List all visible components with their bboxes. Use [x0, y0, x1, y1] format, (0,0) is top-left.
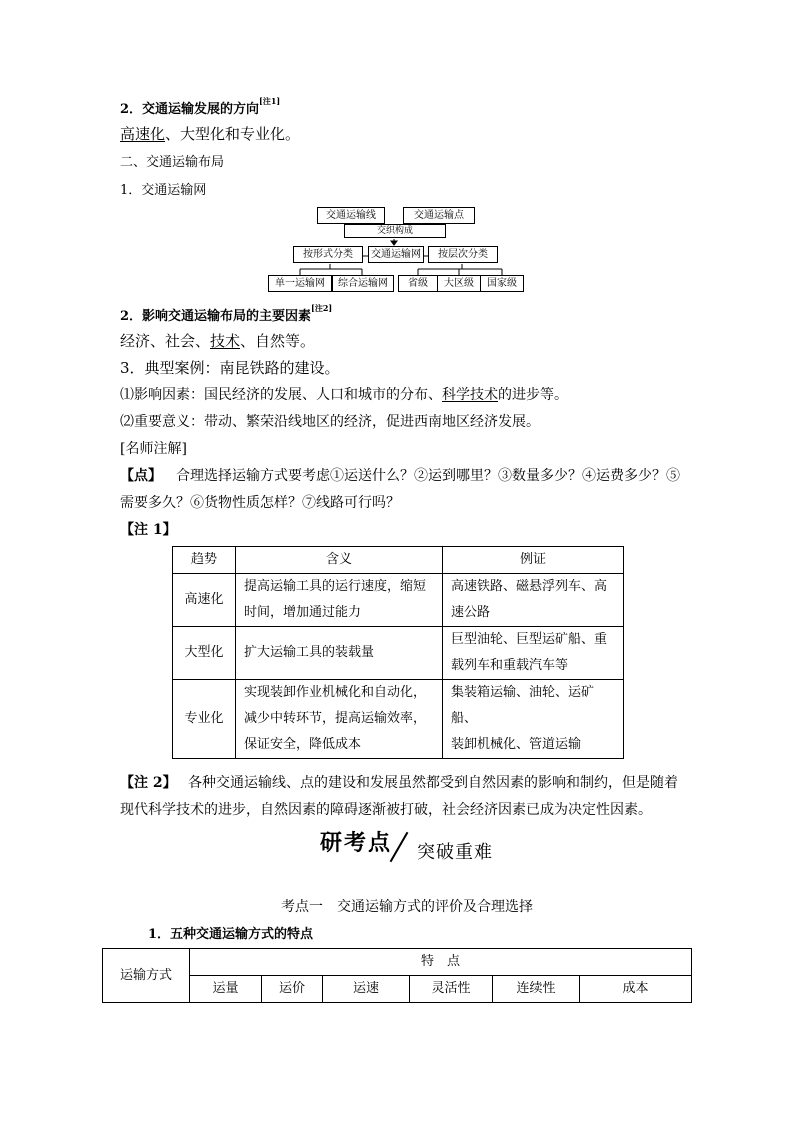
note1-label: 【注 1】	[120, 522, 177, 538]
diagram-box-point: 交通运输点	[403, 207, 475, 224]
meaning-cell: 实现装卸作业机械化和自动化， 减少中转环节，提高运输效率， 保证安全，降低成本	[236, 680, 443, 759]
table-header: 例证	[443, 547, 624, 574]
diagram-box-region: 大区级	[437, 275, 481, 292]
note2-label: 【注 2】	[120, 775, 177, 791]
diagram-box-weave: 交织构成	[344, 224, 446, 238]
table-header: 运量	[190, 976, 262, 1003]
diagram-box-network: 交通运输网	[368, 246, 424, 263]
point-label: 【点】	[120, 468, 162, 484]
example-cell: 集装箱运输、油轮、运矿船、 装卸机械化、管道运输	[443, 680, 624, 759]
note-ref: [注1]	[259, 96, 281, 106]
section-title-factors: 2．影响交通运输布局的主要因素[注2]	[120, 303, 333, 324]
table-header: 灵活性	[410, 976, 493, 1003]
factors-answer: 经济、社会、技术、自然等。	[120, 332, 316, 350]
note2-text-1: 各种交通运输线、点的建设和发展虽然都受到自然因素的影响和制约，但是随着	[188, 775, 678, 791]
trend-cell: 专业化	[173, 680, 236, 759]
case-title: 3．典型案例：南昆铁路的建设。	[120, 359, 340, 377]
case-factors: ⑴影响因素：国民经济的发展、人口和城市的分布、科学技术的进步等。	[120, 387, 568, 403]
section-banner	[320, 826, 510, 866]
table-header: 运速	[323, 976, 410, 1003]
kaodian-subtitle: 1．五种交通运输方式的特点	[148, 927, 314, 942]
banner-left-text: 研考点	[320, 831, 393, 856]
point-text-1: 合理选择运输方式要考虑①运送什么？②运到哪里？③数量多少？④运费多少？⑤	[176, 468, 680, 484]
example-cell: 高速铁路、磁悬浮列车、高 速公路	[443, 574, 624, 627]
table-header: 含义	[236, 547, 443, 574]
development-answer: 高速化、大型化和专业化。	[120, 125, 301, 143]
table-header-row	[173, 547, 624, 574]
diagram-box-by-level: 按层次分类	[428, 246, 498, 263]
diagram-box-by-form: 按形式分类	[293, 246, 363, 263]
table-header: 趋势	[173, 547, 236, 574]
diagram-box-national: 国家级	[480, 275, 524, 292]
meaning-cell: 扩大运输工具的装载量	[236, 627, 443, 680]
diagram-box-composite: 综合运输网	[332, 275, 394, 292]
point-text-2: 需要多久？⑥货物性质怎样？⑦线路可行吗？	[120, 495, 400, 511]
transport-table	[102, 948, 692, 1003]
diagram-box-single: 单一运输网	[268, 275, 332, 292]
banner-right-text: 突破重难	[417, 842, 493, 863]
table-header-row	[103, 949, 692, 976]
section-title-network: 1．交通运输网	[120, 183, 207, 198]
teacher-notes-heading: [名师注解]	[120, 441, 187, 457]
diagram-box-line: 交通运输线	[317, 207, 385, 224]
table-row	[173, 680, 624, 759]
note2-text-2: 现代科学技术的进步，自然因素的障碍逐渐被打破，社会经济因素已成为决定性因素。	[120, 802, 652, 818]
note-ref: [注2]	[311, 303, 333, 313]
diagram-box-province: 省级	[398, 275, 438, 292]
table-header: 运价	[262, 976, 323, 1003]
banner-slash	[390, 832, 409, 862]
table-header: 连续性	[493, 976, 580, 1003]
part-title-layout: 二、交通运输布局	[120, 155, 225, 170]
case-significance: ⑵重要意义：带动、繁荣沿线地区的经济，促进西南地区经济发展。	[120, 414, 540, 430]
meaning-cell: 提高运输工具的运行速度，缩短 时间，增加通过能力	[236, 574, 443, 627]
table-row	[173, 574, 624, 627]
table-header-row	[103, 976, 692, 1003]
kaodian-title: 考点一 交通运输方式的评价及合理选择	[281, 899, 533, 915]
trend-cell: 大型化	[173, 627, 236, 680]
table-header: 成本	[580, 976, 692, 1003]
table-header: 运输方式	[103, 949, 190, 1003]
example-cell: 巨型油轮、巨型运矿船、重 载列车和重载汽车等	[443, 627, 624, 680]
trend-cell: 高速化	[173, 574, 236, 627]
note1-table	[172, 546, 624, 759]
table-row	[173, 627, 624, 680]
table-header: 特 点	[190, 949, 692, 976]
section-title-development: 2．交通运输发展的方向[注1]	[120, 96, 281, 117]
